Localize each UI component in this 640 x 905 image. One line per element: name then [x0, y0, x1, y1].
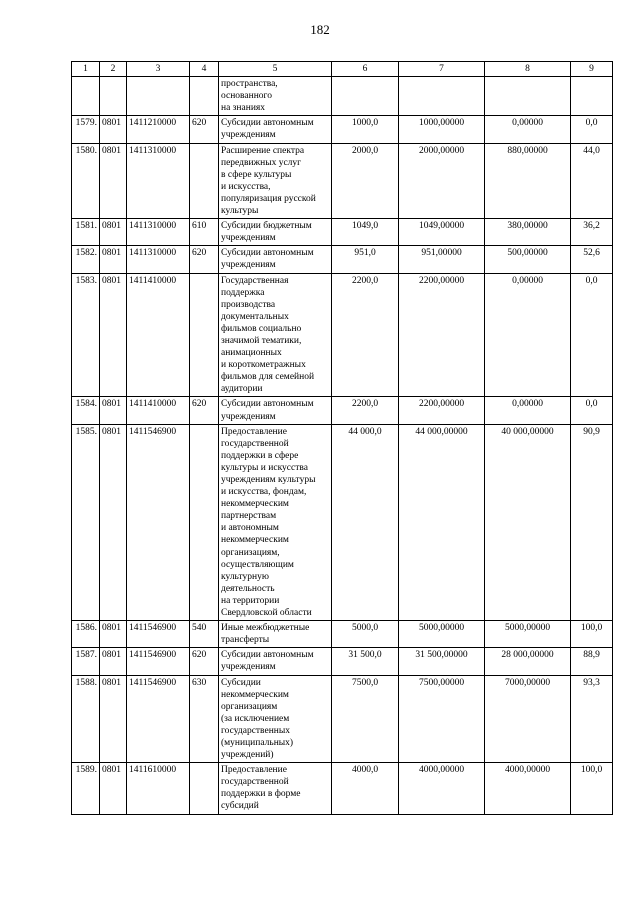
expense-type-code: [190, 273, 219, 397]
section-code: 0801: [100, 675, 127, 763]
table-row: [72, 648, 613, 675]
row-name: Субсидии автономным учреждениям: [219, 246, 332, 273]
section-code: 0801: [100, 143, 127, 219]
approved-amount: 4000,00000: [399, 763, 485, 814]
approved-amount: 951,00000: [399, 246, 485, 273]
row-number: 1584.: [72, 397, 100, 424]
table-row: [72, 763, 613, 814]
section-code: 0801: [100, 273, 127, 397]
column-header: 7: [399, 62, 485, 77]
header-row: [72, 62, 613, 77]
approved-amount: [399, 77, 485, 116]
approved-amount: 2200,00000: [399, 273, 485, 397]
planned-amount: 31 500,0: [332, 648, 399, 675]
table-row: [72, 424, 613, 621]
execution-percent: 0,0: [571, 273, 613, 397]
section-code: [100, 77, 127, 116]
execution-percent: 93,3: [571, 675, 613, 763]
table-row: [72, 397, 613, 424]
approved-amount: 7500,00000: [399, 675, 485, 763]
planned-amount: 4000,0: [332, 763, 399, 814]
row-name: Субсидии автономным учреждениям: [219, 116, 332, 143]
expense-type-code: 620: [190, 397, 219, 424]
table-row: [72, 116, 613, 143]
executed-amount: 7000,00000: [485, 675, 571, 763]
execution-percent: 36,2: [571, 219, 613, 246]
row-number: 1588.: [72, 675, 100, 763]
row-name: Расширение спектра передвижных услуг в сфере культуры и искусства, популяризация русской культуры: [219, 143, 332, 219]
row-name: Государственная поддержка производства документальных фильмов социально значимой тематики, анимационных и короткометражных фильмов для семейной аудитории: [219, 273, 332, 397]
planned-amount: 7500,0: [332, 675, 399, 763]
executed-amount: 0,00000: [485, 273, 571, 397]
planned-amount: 2200,0: [332, 397, 399, 424]
table-row: [72, 246, 613, 273]
row-number: 1582.: [72, 246, 100, 273]
column-header: 8: [485, 62, 571, 77]
executed-amount: 5000,00000: [485, 621, 571, 648]
row-name: Иные межбюджетные трансферты: [219, 621, 332, 648]
table-row: [72, 219, 613, 246]
row-number: 1583.: [72, 273, 100, 397]
table-row: [72, 675, 613, 763]
target-article-code: 1411546900: [127, 424, 190, 621]
expense-type-code: 620: [190, 648, 219, 675]
target-article-code: 1411310000: [127, 143, 190, 219]
executed-amount: 28 000,00000: [485, 648, 571, 675]
column-header: 3: [127, 62, 190, 77]
table-body: [72, 77, 613, 814]
row-name: Субсидии автономным учреждениям: [219, 397, 332, 424]
execution-percent: 0,0: [571, 116, 613, 143]
table-row: [72, 273, 613, 397]
execution-percent: 0,0: [571, 397, 613, 424]
executed-amount: 40 000,00000: [485, 424, 571, 621]
executed-amount: 380,00000: [485, 219, 571, 246]
approved-amount: 2200,00000: [399, 397, 485, 424]
expense-type-code: [190, 763, 219, 814]
row-number: 1586.: [72, 621, 100, 648]
table-row: [72, 621, 613, 648]
column-header: 9: [571, 62, 613, 77]
row-number: 1587.: [72, 648, 100, 675]
execution-percent: 44,0: [571, 143, 613, 219]
executed-amount: [485, 77, 571, 116]
expense-type-code: [190, 77, 219, 116]
row-name: Субсидии автономным учреждениям: [219, 648, 332, 675]
planned-amount: 5000,0: [332, 621, 399, 648]
row-name: Предоставление государственной поддержки в сфере культуры и искусства учреждениям культуры и искусства, фондам, некоммерческим партнерствам и автономным некоммерческим организациям, осуществляющим культурную деятельность на территории Свердловской области: [219, 424, 332, 621]
target-article-code: [127, 77, 190, 116]
executed-amount: 500,00000: [485, 246, 571, 273]
row-name: Субсидии некоммерческим организациям (за исключением государственных (муниципальных) учреждений): [219, 675, 332, 763]
planned-amount: 951,0: [332, 246, 399, 273]
approved-amount: 31 500,00000: [399, 648, 485, 675]
page-number: 182: [310, 22, 330, 37]
section-code: 0801: [100, 648, 127, 675]
column-header: 2: [100, 62, 127, 77]
row-number: 1581.: [72, 219, 100, 246]
executed-amount: 0,00000: [485, 397, 571, 424]
column-header: 4: [190, 62, 219, 77]
target-article-code: 1411310000: [127, 246, 190, 273]
target-article-code: 1411410000: [127, 273, 190, 397]
expense-type-code: 620: [190, 246, 219, 273]
expense-type-code: 610: [190, 219, 219, 246]
target-article-code: 1411546900: [127, 675, 190, 763]
expense-type-code: 540: [190, 621, 219, 648]
target-article-code: 1411310000: [127, 219, 190, 246]
section-code: 0801: [100, 246, 127, 273]
row-number: 1579.: [72, 116, 100, 143]
section-code: 0801: [100, 116, 127, 143]
executed-amount: 4000,00000: [485, 763, 571, 814]
target-article-code: 1411546900: [127, 621, 190, 648]
execution-percent: [571, 77, 613, 116]
executed-amount: 880,00000: [485, 143, 571, 219]
approved-amount: 1049,00000: [399, 219, 485, 246]
column-header: 5: [219, 62, 332, 77]
section-code: 0801: [100, 219, 127, 246]
row-name: Предоставление государственной поддержки в форме субсидий: [219, 763, 332, 814]
approved-amount: 44 000,00000: [399, 424, 485, 621]
planned-amount: [332, 77, 399, 116]
target-article-code: 1411210000: [127, 116, 190, 143]
target-article-code: 1411410000: [127, 397, 190, 424]
row-number: [72, 77, 100, 116]
planned-amount: 44 000,0: [332, 424, 399, 621]
execution-percent: 100,0: [571, 763, 613, 814]
planned-amount: 2200,0: [332, 273, 399, 397]
execution-percent: 90,9: [571, 424, 613, 621]
column-header: 1: [72, 62, 100, 77]
approved-amount: 1000,00000: [399, 116, 485, 143]
section-code: 0801: [100, 424, 127, 621]
expense-type-code: [190, 143, 219, 219]
execution-percent: 52,6: [571, 246, 613, 273]
table-row: [72, 143, 613, 219]
approved-amount: 2000,00000: [399, 143, 485, 219]
expense-type-code: 620: [190, 116, 219, 143]
row-number: 1580.: [72, 143, 100, 219]
execution-percent: 88,9: [571, 648, 613, 675]
approved-amount: 5000,00000: [399, 621, 485, 648]
expense-type-code: 630: [190, 675, 219, 763]
expense-type-code: [190, 424, 219, 621]
column-header: 6: [332, 62, 399, 77]
planned-amount: 2000,0: [332, 143, 399, 219]
table-row: [72, 77, 613, 116]
row-number: 1585.: [72, 424, 100, 621]
row-name: Субсидии бюджетным учреждениям: [219, 219, 332, 246]
planned-amount: 1049,0: [332, 219, 399, 246]
budget-table: [71, 61, 613, 815]
target-article-code: 1411546900: [127, 648, 190, 675]
row-name: пространства, основанного на знаниях: [219, 77, 332, 116]
planned-amount: 1000,0: [332, 116, 399, 143]
executed-amount: 0,00000: [485, 116, 571, 143]
section-code: 0801: [100, 621, 127, 648]
execution-percent: 100,0: [571, 621, 613, 648]
row-number: 1589.: [72, 763, 100, 814]
target-article-code: 1411610000: [127, 763, 190, 814]
section-code: 0801: [100, 397, 127, 424]
section-code: 0801: [100, 763, 127, 814]
